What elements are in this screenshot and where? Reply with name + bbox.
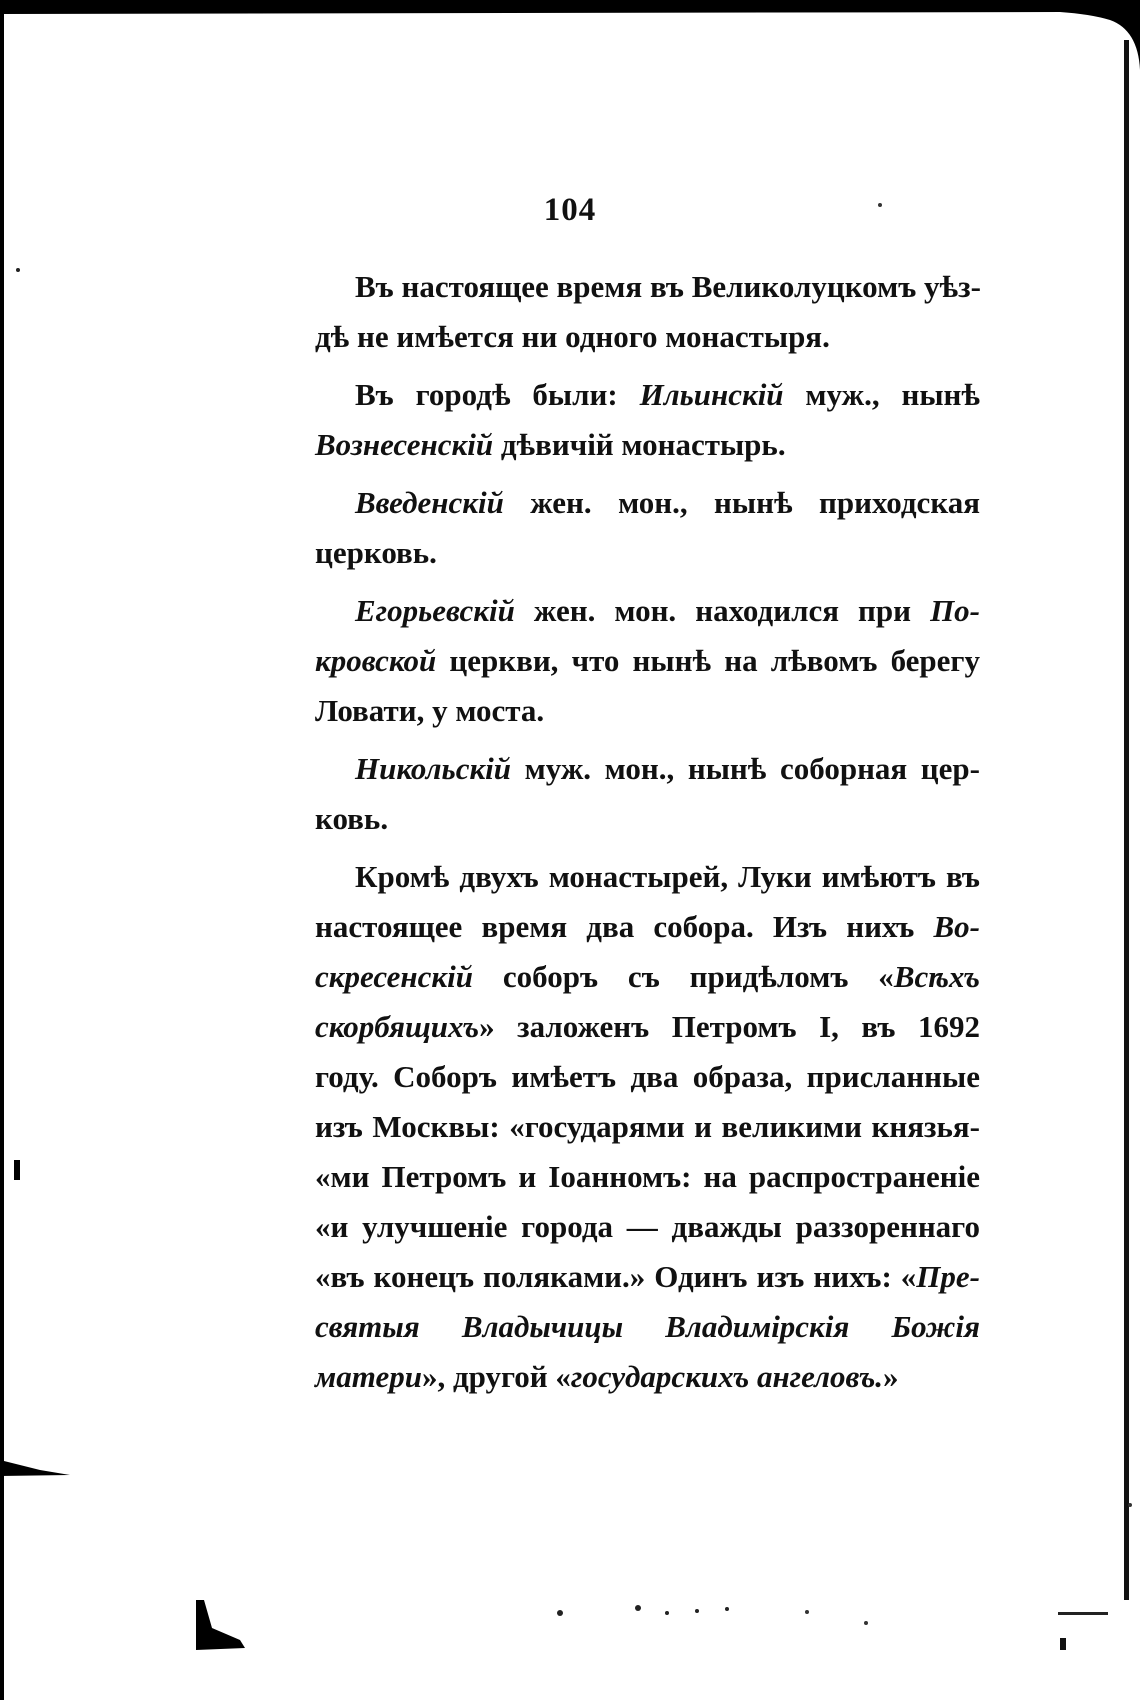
text-segment: Ловати, у моста. (315, 693, 545, 728)
text-line (315, 1202, 980, 1252)
text-segment: », другой « (421, 1359, 571, 1394)
text-segment: муж., нынѣ (783, 377, 980, 412)
text-segment: ковь. (315, 801, 389, 836)
text-line (315, 636, 980, 686)
italic-text: Вознесенскій (315, 427, 494, 462)
text-line (315, 1302, 980, 1352)
italic-text: Введенскій (355, 485, 504, 520)
italic-text: Во- (933, 909, 980, 944)
text-segment: жен. мон. находился при (514, 593, 931, 628)
text-line (315, 478, 980, 528)
italic-text: По- (930, 593, 980, 628)
text-line (315, 586, 980, 636)
text-line (315, 952, 980, 1002)
italic-text: Всѣхъ (893, 959, 980, 994)
text-line (315, 1152, 980, 1202)
text-segment: Въ городѣ были: (355, 377, 640, 412)
text-segment: дѣ не имѣется ни одного монастыря. (315, 319, 830, 354)
text-line (315, 1052, 980, 1102)
text-line (315, 312, 980, 362)
text-line (315, 420, 980, 470)
text-line (315, 1102, 980, 1152)
text-line (315, 794, 980, 844)
italic-text: скорбящихъ (315, 1009, 480, 1044)
text-segment: дѣвичій монастырь. (493, 427, 786, 462)
text-line (315, 370, 980, 420)
text-line (315, 902, 980, 952)
text-line (315, 686, 980, 736)
text-line (315, 1352, 980, 1402)
text-segment: «и улучшеніе города — дважды раззореннаго (315, 1209, 980, 1244)
body-text (315, 262, 980, 1402)
text-segment: настоящее время два собора. Изъ нихъ (315, 909, 934, 944)
text-segment: церкви, что нынѣ на лѣвомъ берегу (436, 643, 980, 678)
italic-text: Никольскій (355, 751, 512, 786)
text-line (315, 744, 980, 794)
text-segment: » заложенъ Петромъ I, въ 1692 (479, 1009, 980, 1044)
text-line (315, 528, 980, 578)
text-segment: «въ конецъ поляками.» Одинъ изъ нихъ: « (315, 1259, 917, 1294)
italic-text: кровской (315, 643, 437, 678)
italic-text: Ильинскій (639, 377, 784, 412)
italic-text: Егорьевскій (355, 593, 515, 628)
text-segment: «ми Петромъ и Іоанномъ: на распространеніе (315, 1159, 980, 1194)
text-segment: году. Соборъ имѣетъ два образа, присланные (315, 1059, 980, 1094)
text-segment: Кромѣ двухъ монастырей, Луки имѣютъ въ (355, 859, 980, 894)
page-number: 104 (543, 192, 597, 228)
italic-text: скресенскій (315, 959, 473, 994)
italic-text: матери (315, 1359, 422, 1394)
text-segment: жен. мон., нынѣ приходская (503, 485, 980, 520)
text-segment: муж. мон., нынѣ соборная цер- (511, 751, 980, 786)
text-segment: Въ настоящее время въ Великолуцкомъ уѣз- (355, 269, 981, 304)
text-segment: соборъ съ придѣломъ « (472, 959, 894, 994)
text-segment: » (883, 1359, 899, 1394)
text-line (315, 1002, 980, 1052)
italic-text: государскихъ ангеловъ. (570, 1359, 884, 1394)
italic-text: святыя Владычицы Владимірскія Божія (315, 1309, 980, 1344)
text-line (315, 262, 980, 312)
text-line (315, 852, 980, 902)
text-segment: церковь. (315, 535, 437, 570)
text-line (315, 1252, 980, 1302)
italic-text: Пре- (916, 1259, 980, 1294)
text-segment: изъ Москвы: «государями и великими князья- (315, 1109, 980, 1144)
